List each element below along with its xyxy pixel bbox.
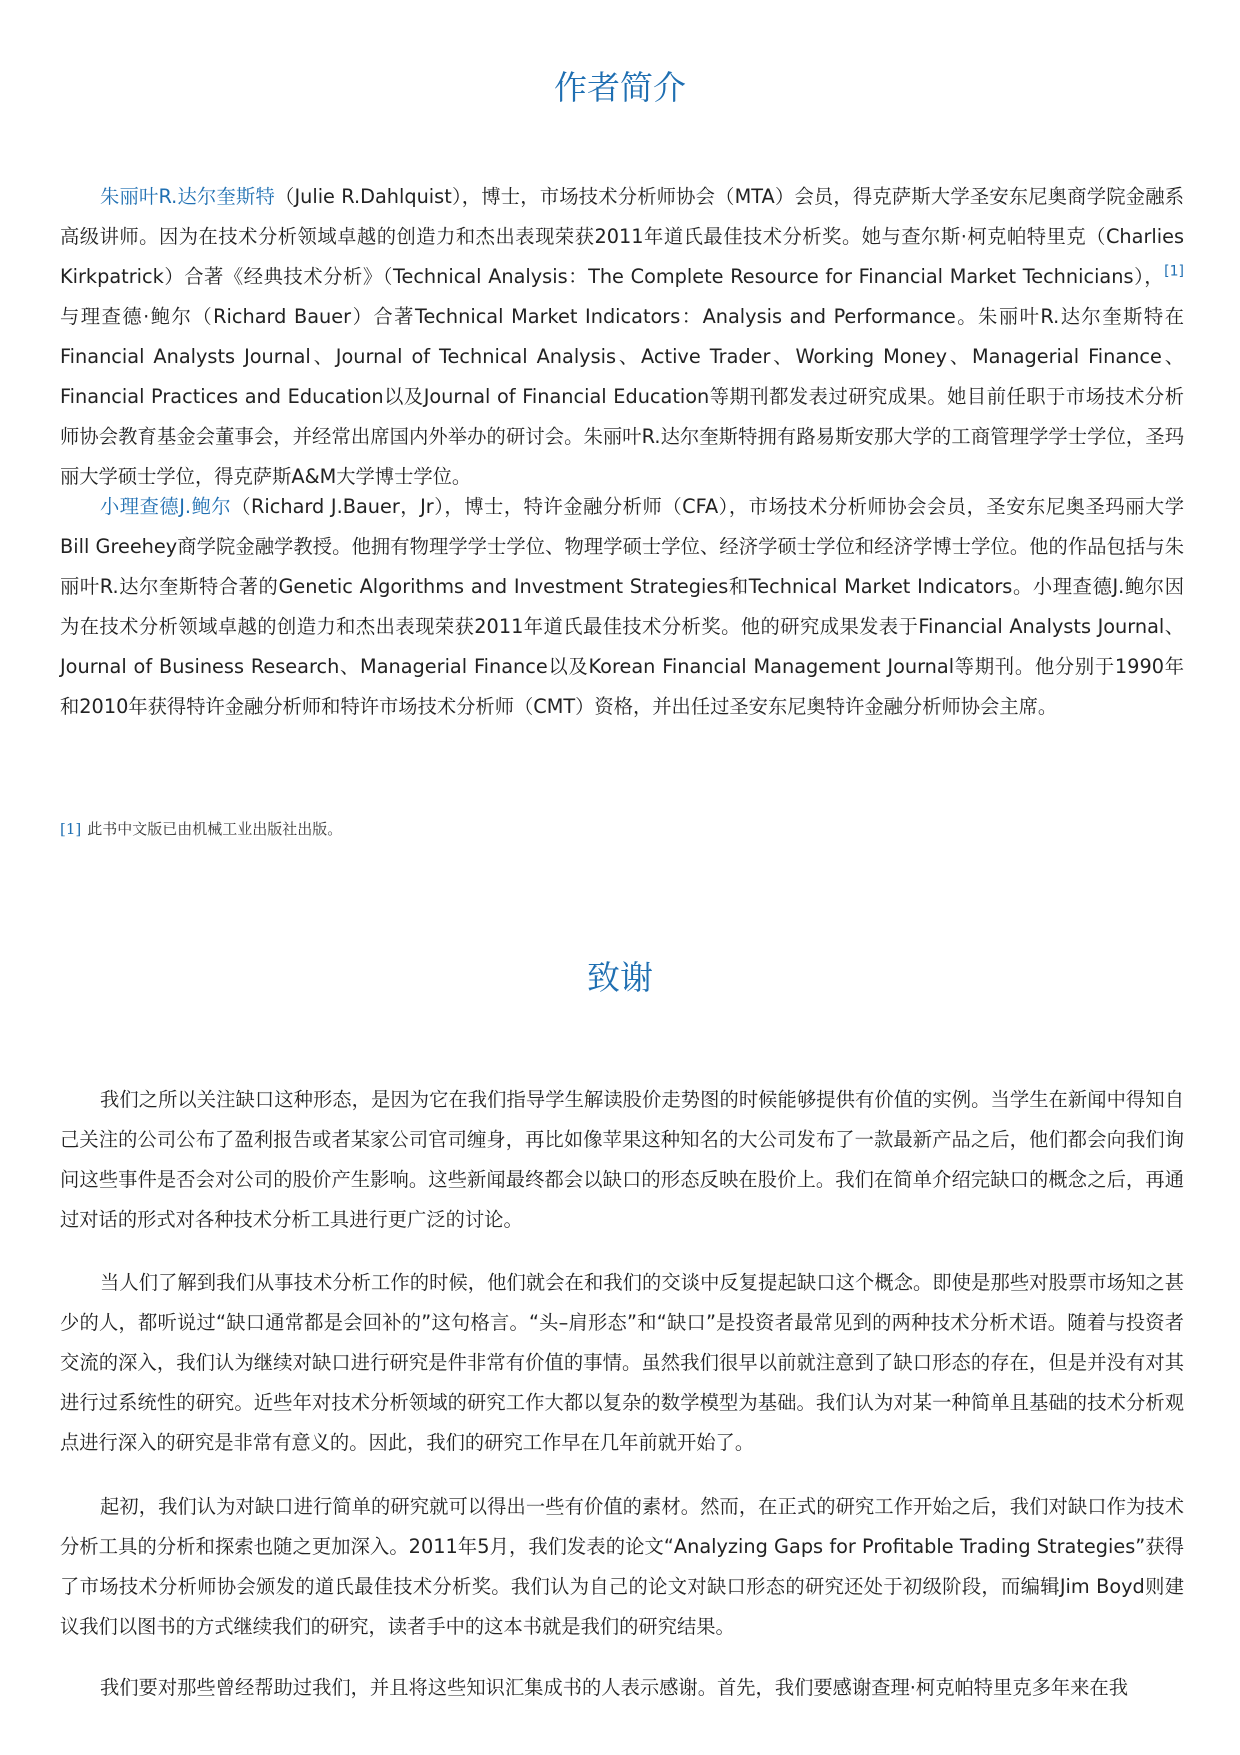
footnote-text: 此书中文版已由机械工业出版社出版。 xyxy=(87,820,343,838)
author-bio-text-part1: （Julie R.Dahlquist），博士，市场技术分析师协会（MTA）会员，得克萨斯大学圣安东尼奥商学院金融系高级讲师。因为在技术分析领域卓越的创造力和杰出表现荣获2011年道氏最佳技术分析奖。她与查尔斯·柯克帕特里克（Charlies Kirkpatrick）合著《经典技术分析》（Technical Analysis：The Complete Resource for Financial Market Technicians）， xyxy=(60,185,1184,288)
footnote xyxy=(60,817,1184,841)
author-name-dahlquist: 朱丽叶R.达尔奎斯特 xyxy=(100,185,275,208)
footnote-mark: [1] xyxy=(60,820,82,838)
footnote-reference[interactable]: [1] xyxy=(1164,263,1184,280)
author-bio-text: （Richard J.Bauer，Jr），博士，特许金融分析师（CFA），市场技术分析师协会会员，圣安东尼奥圣玛丽大学Bill Greehey商学院金融学教授。他拥有物理学学士学位、物理学硕士学位、经济学硕士学位和经济学博士学位。他的作品包括与朱丽叶R.达尔奎斯特合著的Genetic Algorithms and Investment Strategies和Technical Market Indicators。小理查德J.鲍尔因为在技术分析领域卓越的创造力和杰出表现荣获2011年道氏最佳技术分析奖。他的研究成果发表于Financial Analysts Journal、Journal of Business Research、Managerial Finance以及Korean Financial Management Journal等期刊。他分别于1990年和2010年获得特许金融分析师和特许市场技术分析师（CMT）资格，并出任过圣安东尼奥特许金融分析师协会主席。 xyxy=(60,495,1184,718)
section-title-acknowledgements: 致谢 xyxy=(587,958,653,997)
author-bio-text-part2: 与理查德·鲍尔（Richard Bauer）合著Technical Market Indicators：Analysis and Performance。朱丽叶R.达尔奎斯特在Financial Analysts Journal、Journal of Technical Analysis、Active Trader、Working Money、Managerial Finance、Financial Practices and Education以及Journal of Financial Education等期刊都发表过研究成果。她目前任职于市场技术分析师协会教育基金会董事会，并经常出席国内外举办的研讨会。朱丽叶R.达尔奎斯特拥有路易斯安那大学的工商管理学学士学位，圣玛丽大学硕士学位，得克萨斯A&M大学博士学位。 xyxy=(60,305,1184,488)
acknowledgement-paragraph-1: 我们之所以关注缺口这种形态，是因为它在我们指导学生解读股价走势图的时候能够提供有价值的实例。当学生在新闻中得知自己关注的公司公布了盈利报告或者某家公司官司缠身，再比如像苹果这种知名的大公司发布了一款最新产品之后，他们都会向我们询问这些事件是否会对公司的股价产生影响。这些新闻最终都会以缺口的形态反映在股价上。我们在简单介绍完缺口的概念之后，再通过对话的形式对各种技术分析工具进行更广泛的讨论。 xyxy=(60,1088,1184,1231)
acknowledgement-paragraph-4: 我们要对那些曾经帮助过我们，并且将这些知识汇集成书的人表示感谢。首先，我们要感谢查理·柯克帕特里克多年来在我 xyxy=(100,1676,1129,1699)
acknowledgement-paragraph-2: 当人们了解到我们从事技术分析工作的时候，他们就会在和我们的交谈中反复提起缺口这个概念。即使是那些对股票市场知之甚少的人，都听说过“缺口通常都是会回补的”这句格言。“头–肩形态”和“缺口”是投资者最常见到的两种技术分析术语。随着与投资者交流的深入，我们认为继续对缺口进行研究是件非常有价值的事情。虽然我们很早以前就注意到了缺口形态的存在，但是并没有对其进行过系统性的研究。近些年对技术分析领域的研究工作大都以复杂的数学模型为基础。我们认为对某一种简单且基础的技术分析观点进行深入的研究是非常有意义的。因此，我们的研究工作早在几年前就开始了。 xyxy=(60,1271,1184,1454)
author-name-bauer: 小理查德J.鲍尔 xyxy=(100,495,232,518)
section-title-about-authors: 作者简介 xyxy=(554,68,686,107)
author-bio-dahlquist xyxy=(60,177,1184,497)
author-bio-bauer xyxy=(60,487,1184,727)
acknowledgement-paragraph-3: 起初，我们认为对缺口进行简单的研究就可以得出一些有价值的素材。然而，在正式的研究工作开始之后，我们对缺口作为技术分析工具的分析和探索也随之更加深入。2011年5月，我们发表的论文“Analyzing Gaps for Profitable Trading Strategies”获得了市场技术分析师协会颁发的道氏最佳技术分析奖。我们认为自己的论文对缺口形态的研究还处于初级阶段，而编辑Jim Boyd则建议我们以图书的方式继续我们的研究，读者手中的这本书就是我们的研究结果。 xyxy=(60,1495,1184,1638)
